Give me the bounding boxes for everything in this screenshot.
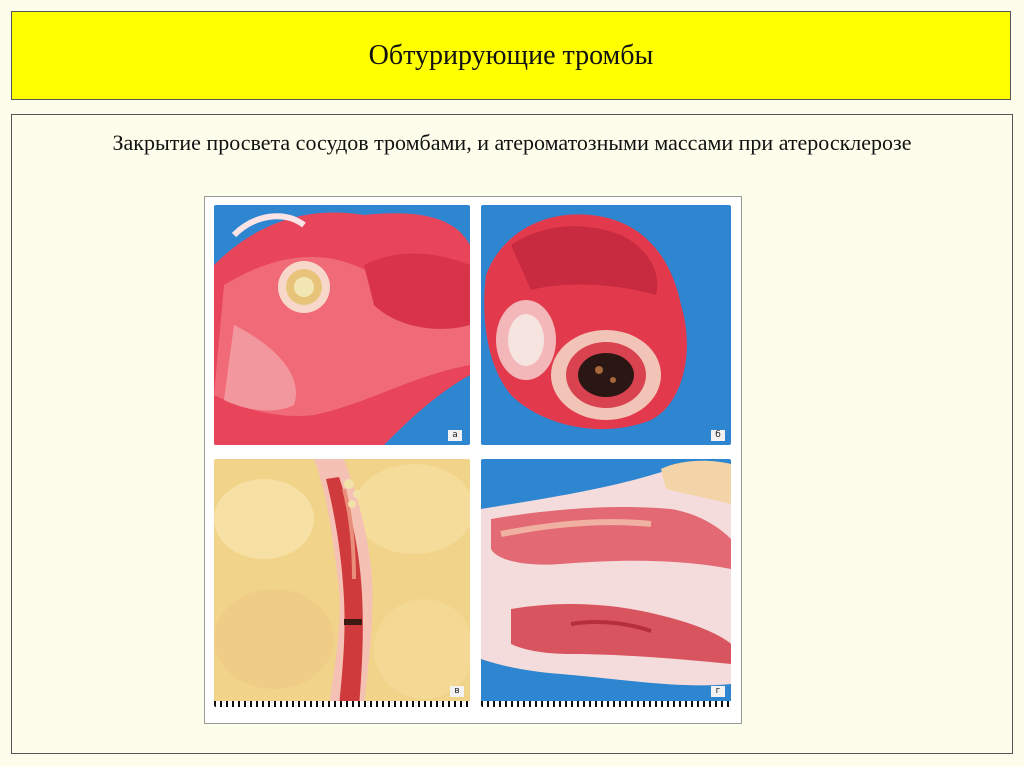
panel-letter-a: а xyxy=(448,430,462,441)
slide-title: Обтурирующие тромбы xyxy=(368,39,654,71)
slide-subtitle: Закрытие просвета сосудов тромбами, и атероматозными массами при атеросклерозе xyxy=(112,130,912,155)
scale-ruler-c xyxy=(214,701,470,707)
panel-letter-b: б xyxy=(711,430,725,441)
specimen-photo-c xyxy=(214,459,470,707)
specimen-photo-b xyxy=(481,205,731,445)
specimen-figure xyxy=(204,196,742,724)
scale-ruler-d xyxy=(481,701,731,707)
specimen-photo-d xyxy=(481,459,731,707)
content-frame xyxy=(11,114,1013,754)
specimen-photo-a xyxy=(214,205,470,445)
title-banner xyxy=(11,11,1011,100)
panel-letter-c: в xyxy=(450,686,464,697)
panel-letter-d: г xyxy=(711,686,725,697)
